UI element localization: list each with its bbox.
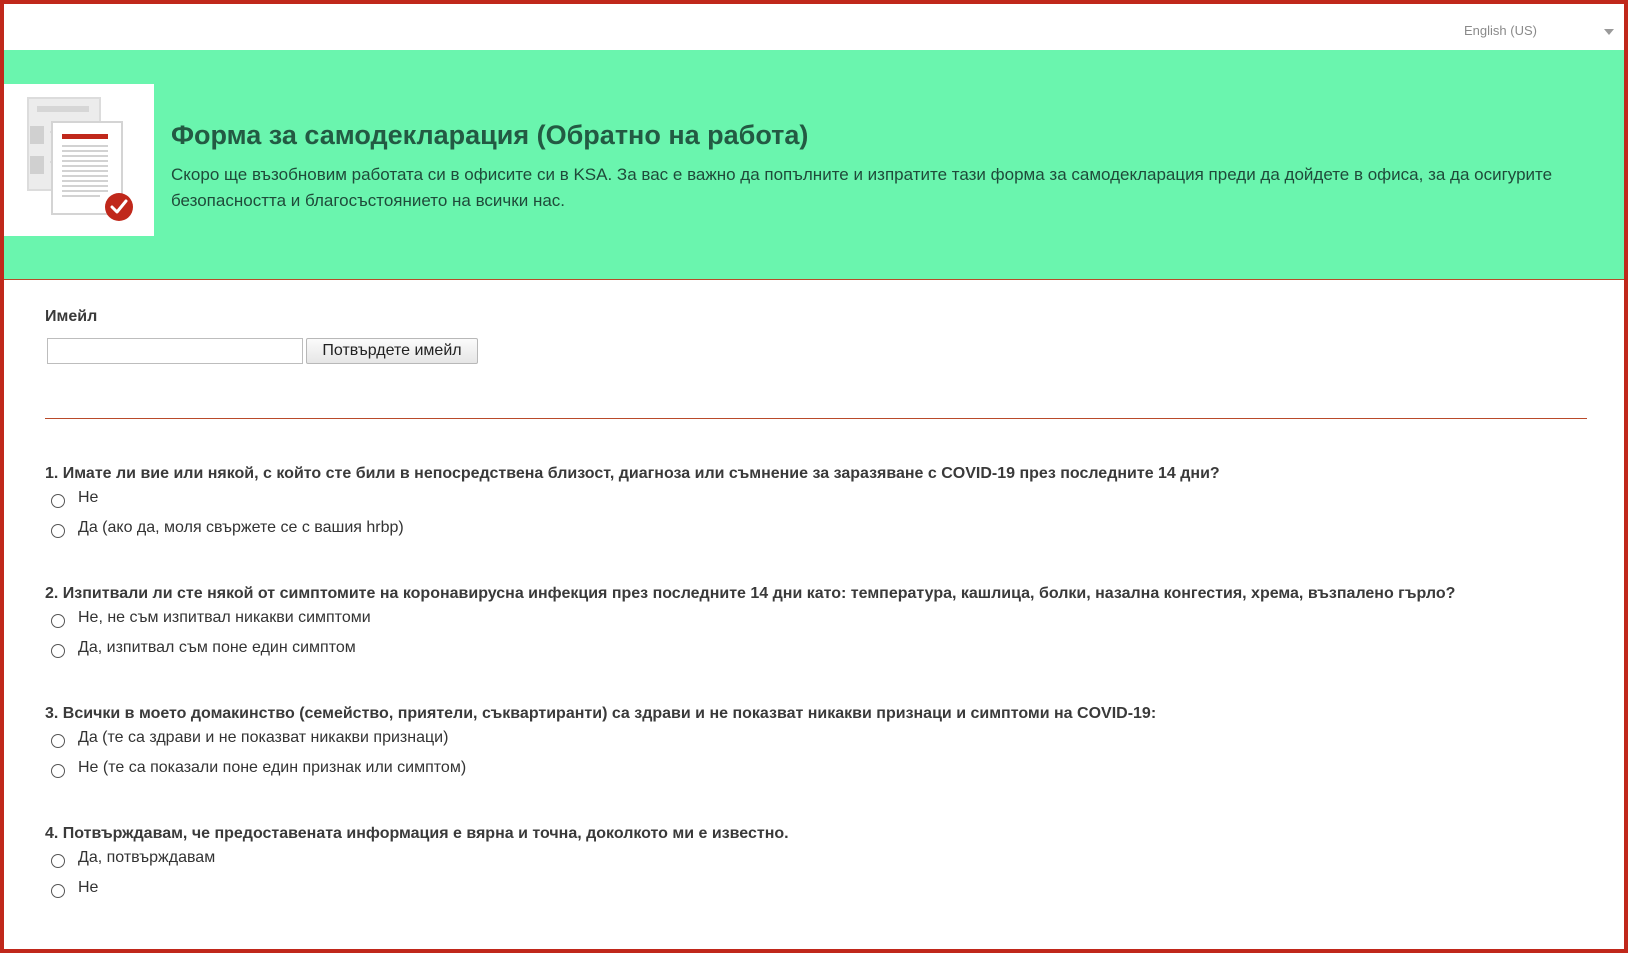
radio-button[interactable] [51,524,65,538]
chevron-down-icon [1604,29,1614,35]
radio-option-label: Не [78,489,99,506]
form-logo [4,84,154,236]
language-selected-label: English (US) [1464,23,1537,38]
question-title: 2. Изпитвали ли сте някой от симптомите на коронавирусна инфекция през последните 14 дни като: температура, кашлица, болки, назална конгестия, хрема, възпалено гърло? [45,585,1456,602]
radio-option[interactable] [45,518,1605,544]
radio-option[interactable] [45,488,1605,514]
section-divider [45,418,1587,419]
radio-option-label: Да (ако да, моля свържете се с вашия hrbp) [78,519,404,536]
question-4 [45,824,1605,904]
radio-option-label: Не, не съм изпитвал никакви симптоми [78,609,371,626]
radio-button[interactable] [51,644,65,658]
radio-option-label: Не (те са показали поне един признак или симптом) [78,759,467,776]
radio-button[interactable] [51,734,65,748]
radio-option[interactable] [45,878,1605,904]
radio-button[interactable] [51,884,65,898]
radio-option-label: Да, потвърждавам [78,849,216,866]
page-description: Скоро ще възобновим работата си в офисите си в KSA. За вас е важно да попълните и изпратите тази форма за самодекларация преди да дойдете в офиса, за да осигурите безопасността и благосъстоянието на всички нас. [171,165,1553,210]
question-title: 1. Имате ли вие или някой, с който сте били в непосредствена близост, диагноза или съмнение за заразяване с COVID-19 през последните 14 дни? [45,465,1220,482]
radio-option[interactable] [45,608,1605,634]
email-label: Имейл [45,308,98,325]
language-selector[interactable] [1464,20,1614,42]
radio-option[interactable] [45,758,1605,784]
radio-button[interactable] [51,494,65,508]
header-banner [4,50,1624,280]
top-bar [4,4,1624,50]
form-document-check-icon [4,84,154,236]
radio-option[interactable] [45,638,1605,664]
email-field[interactable] [47,338,303,364]
question-title: 3. Всички в моето домакинство (семейство, приятели, съквартиранти) са здрави и не показват никакви признаци и симптоми на COVID-19: [45,705,1157,722]
radio-option-label: Да, изпитвал съм поне един симптом [78,639,356,656]
radio-option-label: Не [78,879,99,896]
radio-option[interactable] [45,848,1605,874]
page-title: Форма за самодекларация (Обратно на работа) [171,120,809,150]
verify-email-button[interactable]: Потвърдете имейл [306,338,478,364]
radio-button[interactable] [51,764,65,778]
question-3 [45,704,1605,784]
question-2 [45,584,1605,664]
radio-button[interactable] [51,854,65,868]
question-title: 4. Потвърждавам, че предоставената информация е вярна и точна, доколкото ми е известно. [45,825,789,842]
radio-option[interactable] [45,728,1605,754]
question-1 [45,464,1605,544]
radio-button[interactable] [51,614,65,628]
radio-option-label: Да (те са здрави и не показват никакви признаци) [78,729,449,746]
